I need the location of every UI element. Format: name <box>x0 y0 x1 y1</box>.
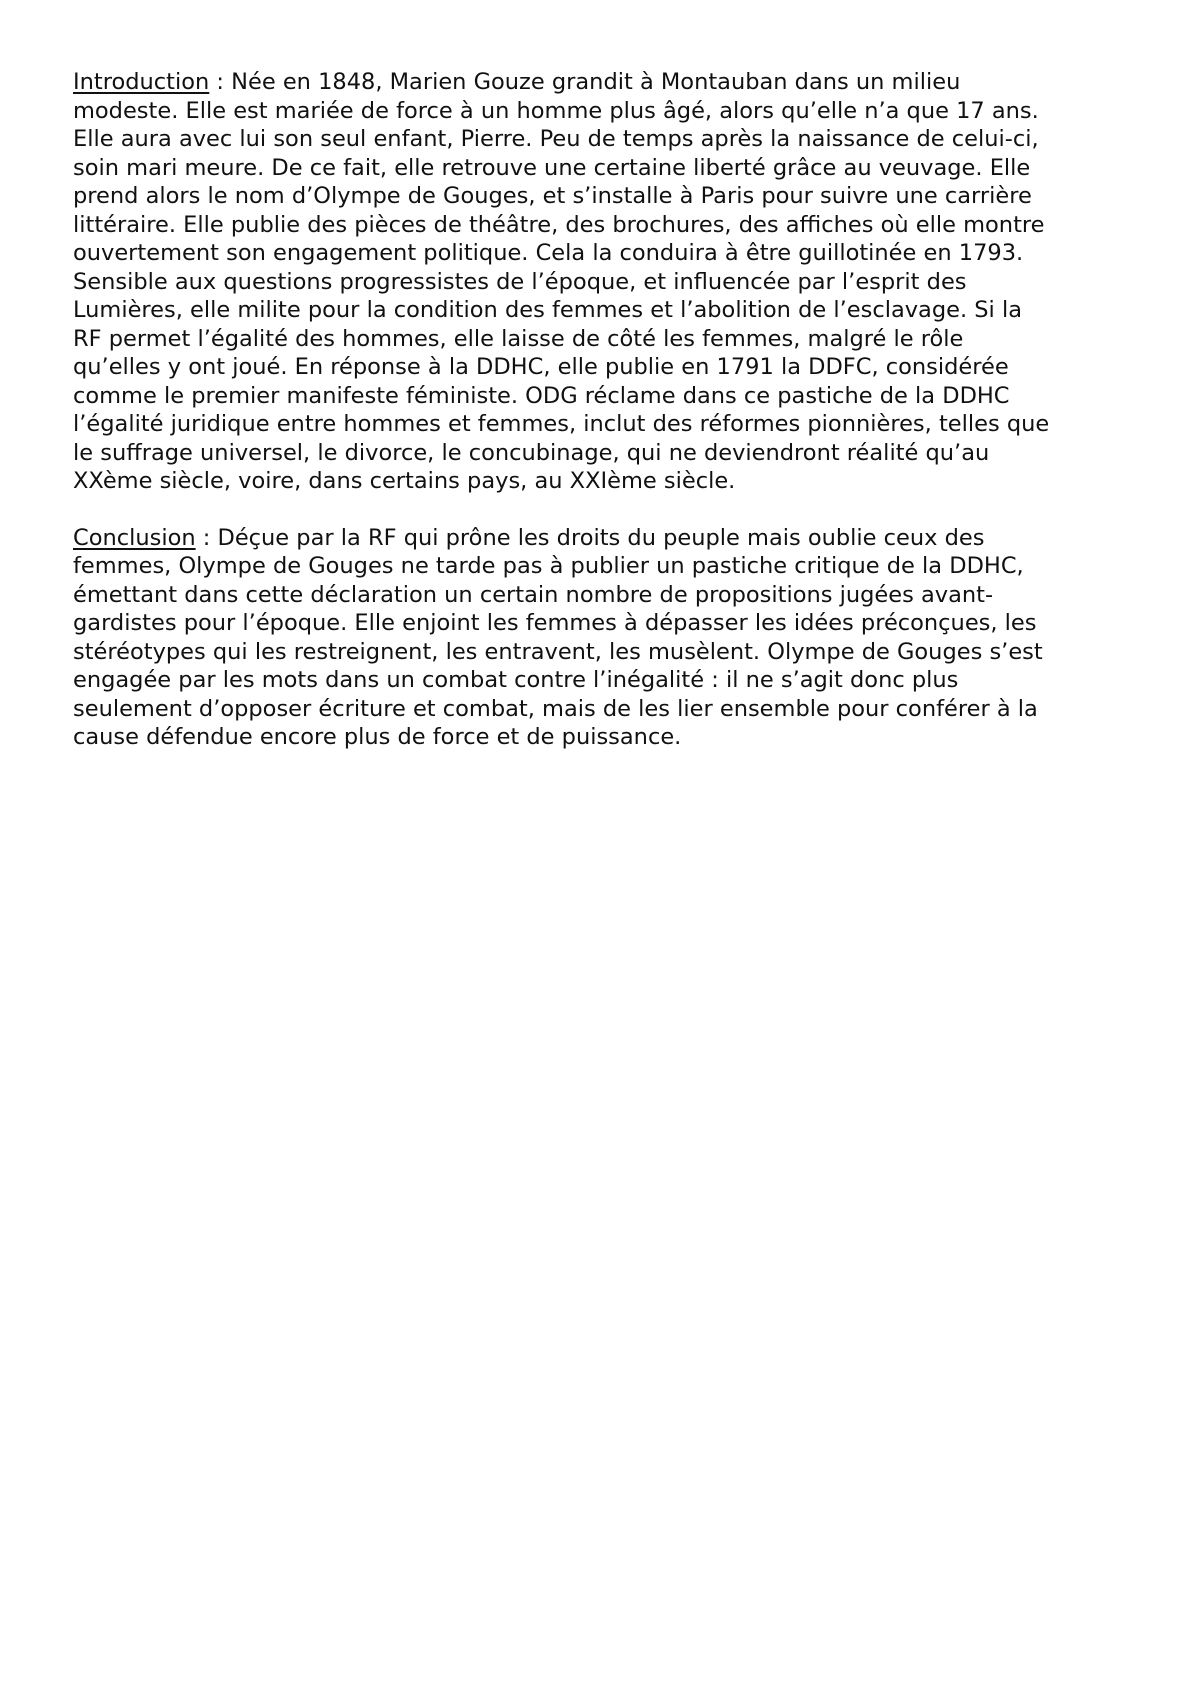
introduction-line: l’égalité juridique entre hommes et femmes, inclut des réformes pionnières, telles que <box>73 411 1050 437</box>
introduction-line: Lumières, elle milite pour la condition des femmes et l’abolition de l’esclavage. Si la <box>73 297 1022 323</box>
conclusion-first-line <box>73 524 1141 553</box>
introduction-line: ouvertement son engagement politique. Cela la conduira à être guillotinée en 1793. <box>73 240 1024 266</box>
conclusion-line: émettant dans cette déclaration un certain nombre de propositions jugées avant- <box>73 581 994 608</box>
conclusion-lead-text: : Déçue par la RF qui prône les droits du peuple mais oublie ceux des <box>195 524 985 551</box>
conclusion-heading: Conclusion <box>73 524 196 551</box>
conclusion-line: seulement d’opposer écriture et combat, mais de les lier ensemble pour conférer à la <box>73 695 1038 722</box>
introduction-line: qu’elles y ont joué. En réponse à la DDHC, elle publie en 1791 la DDFC, considérée <box>73 354 1009 380</box>
conclusion-paragraph <box>73 524 1141 752</box>
introduction-lead-text: : Née en 1848, Marien Gouze grandit à Montauban dans un milieu <box>209 69 961 95</box>
introduction-line: prend alors le nom d’Olympe de Gouges, et s’installe à Paris pour suivre une carrière <box>73 183 1032 209</box>
introduction-line: le suffrage universel, le divorce, le concubinage, qui ne deviendront réalité qu’au <box>73 439 990 466</box>
conclusion-line: engagée par les mots dans un combat contre l’inégalité : il ne s’agit donc plus <box>73 667 959 693</box>
introduction-line: RF permet l’égalité des hommes, elle laisse de côté les femmes, malgré le rôle <box>73 325 964 352</box>
introduction-line: comme le premier manifeste féministe. ODG réclame dans ce pastiche de la DDHC <box>73 382 1010 409</box>
introduction-line: XXème siècle, voire, dans certains pays, au XXIème siècle. <box>73 468 736 494</box>
conclusion-line: gardistes pour l’époque. Elle enjoint les femmes à dépasser les idées préconçues, les <box>73 610 1037 636</box>
introduction-paragraph <box>73 68 1141 496</box>
introduction-first-line <box>73 68 1141 97</box>
conclusion-line: stéréotypes qui les restreignent, les entravent, les musèlent. Olympe de Gouges s’est <box>73 638 1043 665</box>
introduction-line: Elle aura avec lui son seul enfant, Pierre. Peu de temps après la naissance de celui-ci, <box>73 126 1039 152</box>
conclusion-line: cause défendue encore plus de force et de puissance. <box>73 724 682 750</box>
introduction-line: modeste. Elle est mariée de force à un homme plus âgé, alors qu’elle n’a que 17 ans. <box>73 97 1039 124</box>
introduction-line: littéraire. Elle publie des pièces de théâtre, des brochures, des affiches où elle montre <box>73 211 1045 238</box>
introduction-line: Sensible aux questions progressistes de l’époque, et influencée par l’esprit des <box>73 268 967 295</box>
document-page <box>73 68 1141 780</box>
conclusion-line: femmes, Olympe de Gouges ne tarde pas à publier un pastiche critique de la DDHC, <box>73 553 1024 579</box>
introduction-heading: Introduction <box>73 69 210 95</box>
introduction-line: soin mari meure. De ce fait, elle retrouve une certaine liberté grâce au veuvage. Elle <box>73 154 1031 181</box>
